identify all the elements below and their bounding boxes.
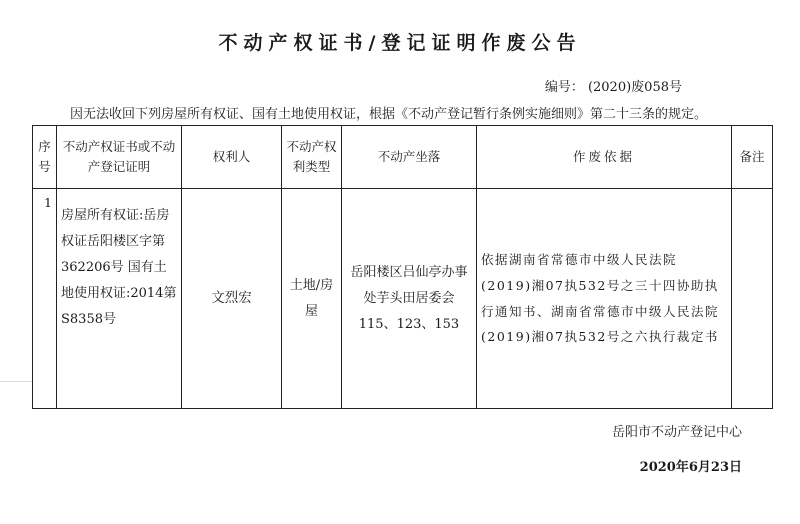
header-type: 不动产权利类型 [282, 126, 342, 189]
cell-remark [732, 189, 773, 409]
cell-basis: 依据湖南省常德市中级人民法院(2019)湘07执532号之三十四协助执行通知书、湖南省常德市中级人民法院(2019)湘07执532号之六执行裁定书 [477, 189, 732, 409]
scan-line [0, 381, 32, 382]
issue-date: 2020年6月23日 [639, 460, 742, 475]
cell-owner: 文烈宏 [182, 189, 282, 409]
cell-cert: 房屋所有权证:岳房权证岳阳楼区字第362206号 国有土地使用权证:2014第S8358号 [57, 189, 182, 409]
announcement-table [32, 125, 773, 409]
header-location: 不动产坐落 [342, 126, 477, 189]
header-seq: 序号 [33, 126, 57, 189]
page-title: 不动产权证书/登记证明作废公告 [218, 32, 582, 54]
intro-text: 因无法收回下列房屋所有权证、国有土地使用权证，根据《不动产登记暂行条例实施细则》第二十三条的规定。 [70, 107, 708, 122]
issuer-name: 岳阳市不动产登记中心 [611, 425, 742, 440]
cell-seq: 1 [33, 189, 57, 409]
document-number: 编号： (2020)废058号 [544, 80, 682, 95]
table-row [33, 189, 773, 409]
cell-type: 土地/房屋 [282, 189, 342, 409]
table-header-row [33, 126, 773, 189]
header-remark: 备注 [732, 126, 773, 189]
header-owner: 权利人 [182, 126, 282, 189]
header-basis: 作废依据 [477, 126, 732, 189]
cell-location: 岳阳楼区吕仙亭办事处芋头田居委会115、123、153 [342, 189, 477, 409]
header-cert: 不动产权证书或不动产登记证明 [57, 126, 182, 189]
